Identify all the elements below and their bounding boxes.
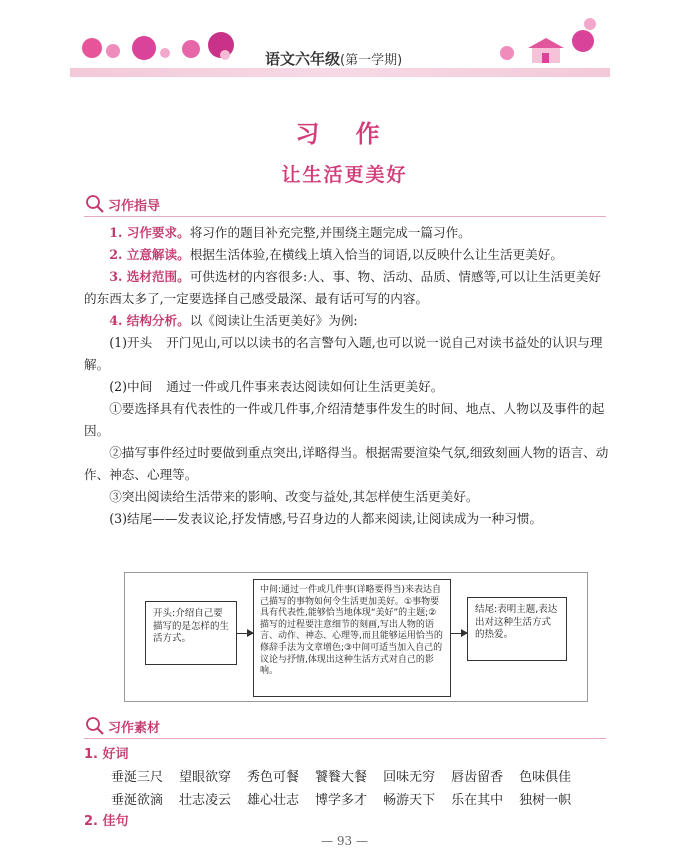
decorative-dot bbox=[220, 50, 230, 60]
word-item: 独树一帜 bbox=[519, 793, 572, 808]
section-heading-material: 习作素材 bbox=[84, 716, 160, 736]
word-item: 壮志凌云 bbox=[179, 793, 232, 808]
guide-paragraph: ②描写事件经过时要做到重点突出,详略得当。根据需要渲染气氛,细致刻画人物的语言、动作、神态、心理等。 bbox=[84, 445, 609, 482]
decorative-dot bbox=[132, 36, 156, 60]
page-header bbox=[70, 10, 610, 78]
words-row bbox=[111, 766, 587, 785]
word-item: 乐在其中 bbox=[451, 793, 504, 808]
book-title: 语文六年级(第一学期) bbox=[265, 50, 403, 68]
guide-paragraph: 3. 选材范围。可供选材的内容很多:人、事、物、活动、品质、情感等,可以让生活更美好的东西太多了,一定要选择自己感受最深、最有话可写的内容。 bbox=[84, 269, 601, 306]
word-item: 色味俱佳 bbox=[519, 770, 572, 785]
header-band bbox=[70, 68, 610, 77]
decorative-dot bbox=[182, 40, 200, 58]
guide-paragraph: (1)开头 开门见山,可以以读书的名言警句入题,也可以说一说自己对读书益处的认识与理解。 bbox=[84, 335, 603, 372]
guide-paragraph: 4. 结构分析。以《阅读让生活更美好》为例: bbox=[109, 313, 358, 328]
decorative-dot bbox=[500, 46, 514, 60]
word-item: 畅游天下 bbox=[383, 793, 436, 808]
word-item: 唇齿留香 bbox=[451, 770, 504, 785]
section-divider bbox=[84, 216, 606, 217]
house-icon bbox=[526, 36, 566, 64]
word-item: 饕餮大餐 bbox=[315, 770, 368, 785]
decorative-dot bbox=[584, 18, 596, 30]
decorative-dot bbox=[82, 38, 102, 58]
guide-paragraph: (3)结尾——发表议论,抒发情感,号召身边的人都来阅读,让阅读成为一种习惯。 bbox=[109, 511, 543, 526]
structure-flowchart bbox=[124, 572, 588, 702]
guide-paragraph: ①要选择具有代表性的一件或几件事,介绍清楚事件发生的时间、地点、人物以及事件的起因。 bbox=[84, 401, 605, 438]
guide-body bbox=[84, 222, 610, 530]
flow-arrow bbox=[237, 633, 253, 634]
magnifier-icon bbox=[84, 194, 106, 214]
word-item: 雄心壮志 bbox=[247, 793, 300, 808]
word-item: 垂涎欲滴 bbox=[111, 793, 164, 808]
page-number: — 93 — bbox=[321, 834, 368, 848]
page-subtitle: 让生活更美好 bbox=[281, 164, 408, 186]
guide-paragraph: ③突出阅读给生活带来的影响、改变与益处,其怎样使生活更美好。 bbox=[109, 489, 479, 504]
decorative-dot bbox=[572, 30, 594, 52]
words-row bbox=[111, 789, 587, 808]
page-title: 习 作 bbox=[295, 120, 394, 148]
decorative-dot bbox=[106, 44, 120, 58]
word-item: 秀色可餐 bbox=[247, 770, 300, 785]
guide-paragraph: 2. 立意解读。根据生活体验,在横线上填入恰当的词语,以反映什么让生活更美好。 bbox=[109, 247, 563, 262]
magnifier-icon bbox=[84, 716, 106, 736]
word-item: 回味无穷 bbox=[383, 770, 436, 785]
decorative-dot bbox=[160, 48, 170, 58]
word-item: 垂涎三尺 bbox=[111, 770, 164, 785]
guide-paragraph: (2)中间 通过一件或几件事来表达阅读如何让生活更美好。 bbox=[109, 379, 444, 394]
flow-box-opening: 开头:介绍自己要描写的是怎样的生活方式。 bbox=[145, 601, 237, 665]
word-item: 望眼欲穿 bbox=[179, 770, 232, 785]
word-item: 博学多才 bbox=[315, 793, 368, 808]
section-heading-guide: 习作指导 bbox=[84, 194, 160, 214]
guide-paragraph: 1. 习作要求。将习作的题目补充完整,并围绕主题完成一篇习作。 bbox=[109, 225, 471, 240]
flow-box-ending: 结尾:表明主题,表达出对这种生活方式的热爱。 bbox=[467, 597, 567, 661]
section-divider bbox=[84, 738, 606, 739]
flow-box-middle: 中间:通过一件或几件事(详略要得当)来表达自己描写的事物如何令生活更加美好。①事物要具有代表性,能够恰当地体现“美好”的主题;②描写的过程要注意细节的刻画,写出人物的语言、动作、神态、心理等,而且能够运用恰当的修辞手法为文章增色;③中间可适当加入自己的议论与抒情,体现出这种生活方式对自己的影响。 bbox=[253, 579, 451, 697]
flow-arrow bbox=[451, 633, 467, 634]
words-heading: 1. 好词 bbox=[84, 747, 129, 762]
sentences-heading: 2. 佳句 bbox=[84, 814, 129, 829]
